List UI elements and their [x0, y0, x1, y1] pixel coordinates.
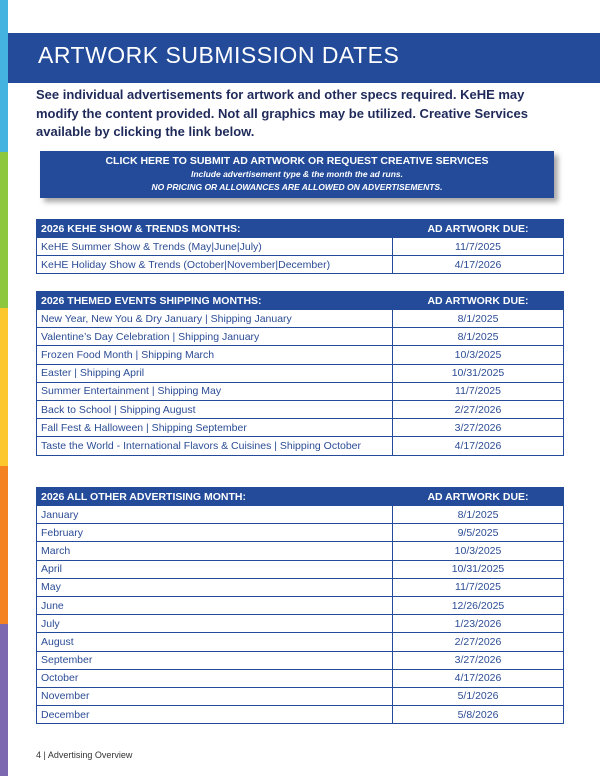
- table-row: [37, 560, 564, 578]
- show-trends-table: [36, 219, 564, 274]
- row-name: June: [37, 596, 393, 614]
- row-due: 8/1/2025: [393, 328, 564, 346]
- table-row: [37, 524, 564, 542]
- color-strip-blue: [0, 0, 8, 152]
- color-strip-purple: [0, 624, 8, 776]
- row-name: December: [37, 706, 393, 724]
- intro-text: See individual advertisements for artwork and other specs required. KeHE may modify the content provided. Not all graphics may be utilized. Creative Services available by clicking the link below.: [36, 87, 528, 139]
- row-name: October: [37, 669, 393, 687]
- row-name: Valentine’s Day Celebration | Shipping January: [37, 328, 393, 346]
- row-due: 2/27/2026: [393, 633, 564, 651]
- table-row: [37, 706, 564, 724]
- table-row: [37, 238, 564, 256]
- header-band: [8, 33, 600, 83]
- row-name: Summer Entertainment | Shipping May: [37, 382, 393, 400]
- row-due: 4/17/2026: [393, 669, 564, 687]
- row-due: 10/31/2025: [393, 364, 564, 382]
- row-name: Fall Fest & Halloween | Shipping September: [37, 419, 393, 437]
- due-heading: AD ARTWORK DUE:: [393, 220, 564, 238]
- row-name: New Year, New You & Dry January | Shipping January: [37, 310, 393, 328]
- table-row: [37, 310, 564, 328]
- submit-artwork-button[interactable]: [40, 151, 554, 198]
- table-header-row: [37, 292, 564, 310]
- row-name: Taste the World - International Flavors & Cuisines | Shipping October: [37, 437, 393, 455]
- row-due: 10/31/2025: [393, 560, 564, 578]
- table-row: [37, 542, 564, 560]
- row-name: Back to School | Shipping August: [37, 400, 393, 418]
- table-row: [37, 256, 564, 274]
- table-row: [37, 669, 564, 687]
- table-row: [37, 596, 564, 614]
- due-heading: AD ARTWORK DUE:: [393, 488, 564, 506]
- table-row: [37, 382, 564, 400]
- row-due: 5/8/2026: [393, 706, 564, 724]
- table-row: [37, 633, 564, 651]
- page-title: ARTWORK SUBMISSION DATES: [38, 42, 400, 68]
- row-name: KeHE Summer Show & Trends (May|June|July): [37, 238, 393, 256]
- table-header-row: [37, 220, 564, 238]
- color-strip-yellow: [0, 308, 8, 466]
- table-row: [37, 328, 564, 346]
- table-row: [37, 651, 564, 669]
- row-name: September: [37, 651, 393, 669]
- row-name: April: [37, 560, 393, 578]
- table-row: [37, 506, 564, 524]
- row-name: KeHE Holiday Show & Trends (October|November|December): [37, 256, 393, 274]
- row-due: 12/26/2025: [393, 596, 564, 614]
- row-due: 8/1/2025: [393, 506, 564, 524]
- row-due: 10/3/2025: [393, 542, 564, 560]
- row-due: 2/27/2026: [393, 400, 564, 418]
- other-advertising-table: [36, 487, 564, 724]
- row-due: 3/27/2026: [393, 651, 564, 669]
- row-due: 11/7/2025: [393, 382, 564, 400]
- table-heading: 2026 KEHE SHOW & TRENDS MONTHS:: [37, 220, 393, 238]
- themed-events-table: [36, 291, 564, 456]
- color-strip-orange: [0, 466, 8, 624]
- row-name: January: [37, 506, 393, 524]
- row-name: Frozen Food Month | Shipping March: [37, 346, 393, 364]
- row-due: 8/1/2025: [393, 310, 564, 328]
- submit-artwork-label: CLICK HERE TO SUBMIT AD ARTWORK OR REQUEST CREATIVE SERVICES: [105, 155, 489, 167]
- row-due: 11/7/2025: [393, 238, 564, 256]
- row-due: 4/17/2026: [393, 437, 564, 455]
- row-name: August: [37, 633, 393, 651]
- pricing-notice: NO PRICING OR ALLOWANCES ARE ALLOWED ON ADVERTISEMENTS.: [151, 182, 443, 192]
- color-strip-green: [0, 152, 8, 308]
- row-due: 3/27/2026: [393, 419, 564, 437]
- submit-instruction: Include advertisement type & the month the ad runs.: [190, 169, 404, 179]
- table-header-row: [37, 488, 564, 506]
- table-heading: 2026 THEMED EVENTS SHIPPING MONTHS:: [37, 292, 393, 310]
- row-due: 4/17/2026: [393, 256, 564, 274]
- row-due: 9/5/2025: [393, 524, 564, 542]
- table-row: [37, 364, 564, 382]
- row-due: 1/23/2026: [393, 615, 564, 633]
- row-due: 5/1/2026: [393, 687, 564, 705]
- row-name: May: [37, 578, 393, 596]
- table-row: [37, 687, 564, 705]
- page-footer: 4 | Advertising Overview: [36, 750, 133, 760]
- table-heading: 2026 ALL OTHER ADVERTISING MONTH:: [37, 488, 393, 506]
- row-name: July: [37, 615, 393, 633]
- row-due: 10/3/2025: [393, 346, 564, 364]
- row-name: Easter | Shipping April: [37, 364, 393, 382]
- row-due: 11/7/2025: [393, 578, 564, 596]
- row-name: March: [37, 542, 393, 560]
- table-row: [37, 400, 564, 418]
- row-name: November: [37, 687, 393, 705]
- table-row: [37, 419, 564, 437]
- table-row: [37, 346, 564, 364]
- due-heading: AD ARTWORK DUE:: [393, 292, 564, 310]
- table-row: [37, 437, 564, 455]
- table-row: [37, 578, 564, 596]
- table-row: [37, 615, 564, 633]
- row-name: February: [37, 524, 393, 542]
